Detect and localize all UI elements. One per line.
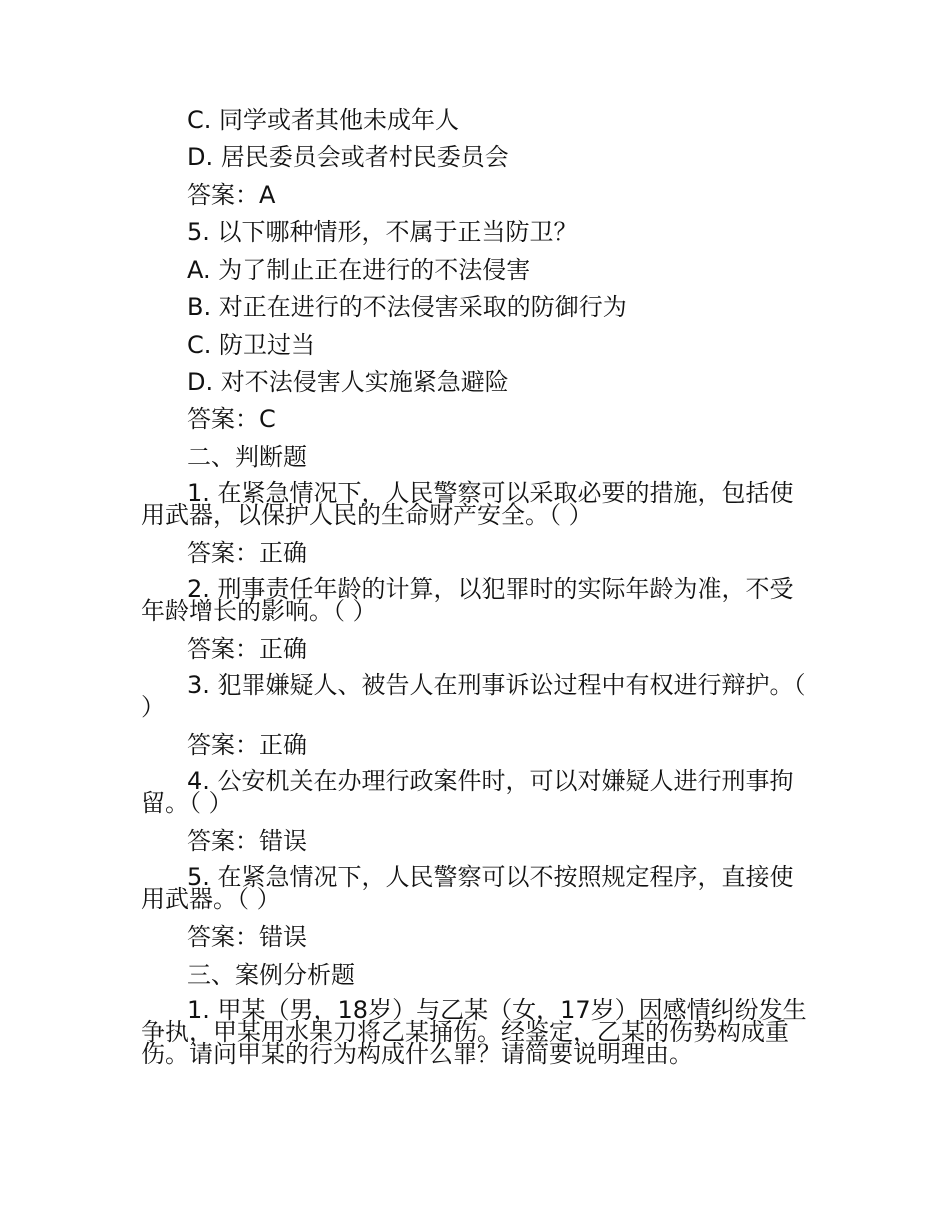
answer-line: 答案：C (187, 405, 276, 433)
option-d: D. 居民委员会或者村民委员会 (187, 143, 509, 171)
answer-line: 答案：错误 (187, 923, 307, 951)
option-c: C. 同学或者其他未成年人 (187, 106, 460, 134)
option-c: C. 防卫过当 (187, 331, 316, 359)
answer-line: 答案：正确 (187, 731, 307, 759)
judgment-1: 1. 在紧急情况下，人民警察可以采取必要的措施，包括使用武器，以保护人民的生命财产安全。（ ） (141, 479, 794, 529)
answer-line: 答案：A (187, 181, 276, 209)
option-d: D. 对不法侵害人实施紧急避险 (187, 368, 509, 396)
judgment-2: 2. 刑事责任年龄的计算，以犯罪时的实际年龄为准，不受年龄增长的影响。（ ） (141, 575, 794, 625)
judgment-5: 5. 在紧急情况下，人民警察可以不按照规定程序，直接使用武器。（ ） (141, 863, 794, 913)
answer-line: 答案：错误 (187, 827, 307, 855)
option-a: A. 为了制止正在进行的不法侵害 (187, 256, 531, 284)
question-5: 5. 以下哪种情形，不属于正当防卫？ (187, 218, 578, 246)
case-question-1: 1. 甲某（男，18岁）与乙某（女，17岁）因感情纠纷发生争执，甲某用水果刀将乙某捅伤。经鉴定，乙某的伤势构成重伤。请问甲某的行为构成什么罪？请简要说明理由。 (141, 996, 807, 1068)
judgment-4: 4. 公安机关在办理行政案件时，可以对嫌疑人进行刑事拘留。（ ） (141, 767, 794, 817)
answer-line: 答案：正确 (187, 635, 307, 663)
answer-line: 答案：正确 (187, 539, 307, 567)
section-heading-judgment: 二、判断题 (187, 443, 307, 471)
option-b: B. 对正在进行的不法侵害采取的防御行为 (187, 293, 627, 321)
section-heading-case-analysis: 三、案例分析题 (187, 961, 355, 989)
judgment-3: 3. 犯罪嫌疑人、被告人在刑事诉讼过程中有权进行辩护。（ ） (141, 671, 806, 721)
